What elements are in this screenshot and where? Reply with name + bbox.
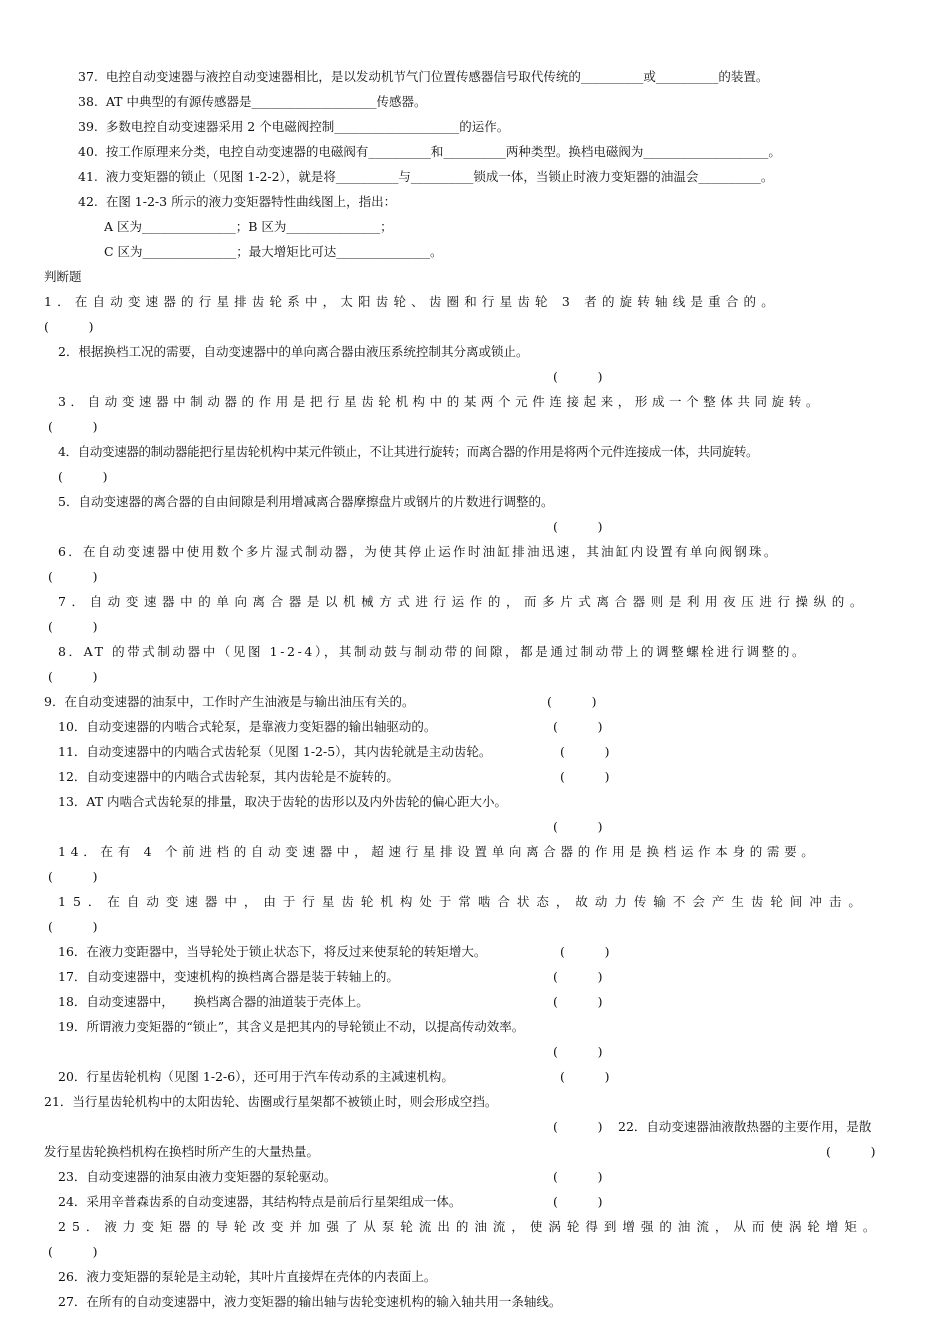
judge-q21: 21．当行星齿轮机构中的太阳齿轮、齿圈或行星架都不被锁止时，则会形成空挡。 [44,1094,498,1109]
judge-q17: 17．自动变速器中，变速机构的换档离合器是装于转轴上的。 [58,969,399,984]
question-37: 37. 电控自动变速器与液控自动变速器相比，是以发动机节气门位置传感器信号取代传统的__________或__________的装置。 [78,69,769,84]
answer-paren[interactable]: ( ) [553,1044,603,1059]
judge-q16: 16．在液力变距器中，当导轮处于锁止状态下，将反过来使泵轮的转矩增大。 [58,944,487,959]
answer-paren[interactable]: ( ) [48,1244,98,1259]
question-42: 42. 在图 1-2-3 所示的液力变矩器特性曲线图上，指出： [78,194,397,209]
judge-q12: 12．自动变速器中的内啮合式齿轮泵，其内齿轮是不旋转的。 [58,769,399,784]
judge-q18: 18．自动变速器中， 换档离合器的油道装于壳体上。 [58,994,369,1009]
answer-paren[interactable]: ( ) [553,1119,603,1134]
answer-paren[interactable]: ( ) [560,769,610,784]
judge-q24: 24．采用辛普森齿系的自动变速器，其结构特点是前后行星架组成一体。 [58,1194,462,1209]
judge-q8: 8．AT 的带式制动器中（见图 1-2-4），其制动鼓与制动带的间隙，都是通过制动带上的调整螺栓进行调整的。 [58,644,808,659]
judge-q14: 14．在有 4 个前进档的自动变速器中，超速行星排设置单向离合器的作用是换档运作本身的需要。 [58,844,819,859]
answer-paren[interactable]: ( ) [48,919,98,934]
answer-paren[interactable]: ( ) [560,744,610,759]
answer-paren[interactable]: ( ) [553,1194,603,1209]
judge-q26: 26．液力变矩器的泵轮是主动轮，其叶片直接焊在壳体的内表面上。 [58,1269,437,1284]
judge-q22-cont: 发行星齿轮换档机构在换档时所产生的大量热量。 [44,1144,320,1159]
question-42-ab: A 区为_______________；B 区为_______________； [104,219,393,234]
question-41: 41. 液力变矩器的锁止（见图 1-2-2），就是将__________与__________锁成一体，当锁止时液力变矩器的油温会__________。 [78,169,774,184]
answer-paren[interactable]: ( ) [48,569,98,584]
answer-paren[interactable]: ( ) [44,319,94,334]
judge-q13: 13．AT 内啮合式齿轮泵的排量，取决于齿轮的齿形以及内外齿轮的偏心距大小。 [58,794,508,809]
answer-paren[interactable]: ( ) [553,519,603,534]
judge-q20: 20．行星齿轮机构（见图 1-2-6），还可用于汽车传动系的主减速机构。 [58,1069,454,1084]
judge-q22: 22．自动变速器油液散热器的主要作用，是散 [618,1119,872,1134]
judge-q15: 15．在自动变速器中，由于行星齿轮机构处于常啮合状态，故动力传输不会产生齿轮间冲击。 [58,894,868,909]
judge-q1: 1．在自动变速器的行星排齿轮系中，太阳齿轮、齿圈和行星齿轮 3 者的旋转轴线是重合的。 [44,294,779,309]
judge-q4: 4．自动变速器的制动器能把行星齿轮机构中某元件锁止，不让其进行旋转；而离合器的作用是将两个元件连接成一体，共同旋转。 [58,444,759,459]
answer-paren[interactable]: ( ) [553,969,603,984]
answer-paren[interactable]: ( ) [553,1169,603,1184]
judge-q9: 9．在自动变速器的油泵中，工作时产生油液是与输出油压有关的。 [44,694,415,709]
judge-q27: 27．在所有的自动变速器中，液力变矩器的输出轴与齿轮变速机构的输入轴共用一条轴线。 [58,1294,562,1309]
judge-q19: 19．所谓液力变矩器的“锁止”，其含义是把其内的导轮锁止不动，以提高传动效率。 [58,1019,525,1034]
question-40: 40. 按工作原理来分类，电控自动变速器的电磁阀有__________和__________两种类型。换档电磁阀为____________________。 [78,144,781,159]
judge-q3: 3．自动变速器中制动器的作用是把行星齿轮机构中的某两个元件连接起来，形成一个整体共同旋转。 [58,394,823,409]
answer-paren[interactable]: ( ) [560,944,610,959]
question-38: 38. AT 中典型的有源传感器是____________________传感器。 [78,94,427,109]
answer-paren[interactable]: ( ) [553,719,603,734]
answer-paren[interactable]: ( ) [553,369,603,384]
judge-q23: 23．自动变速器的油泵由液力变矩器的泵轮驱动。 [58,1169,337,1184]
answer-paren[interactable]: ( ) [48,669,98,684]
judge-q10: 10．自动变速器的内啮合式轮泵，是靠液力变矩器的输出轴驱动的。 [58,719,437,734]
judge-q5: 5．自动变速器的离合器的自由间隙是利用增减离合器摩擦盘片或钢片的片数进行调整的。 [58,494,554,509]
question-42-c: C 区为_______________；最大增矩比可达_______________。 [104,244,443,259]
judge-q11: 11．自动变速器中的内啮合式齿轮泵（见图 1-2-5），其内齿轮就是主动齿轮。 [58,744,492,759]
answer-paren[interactable]: ( ) [58,469,108,484]
answer-paren[interactable]: ( ) [48,419,98,434]
answer-paren[interactable]: ( ) [826,1144,876,1159]
judge-q6: 6．在自动变速器中使用数个多片湿式制动器，为使其停止运作时油缸排油迅速，其油缸内设置有单向阀钢珠。 [58,544,779,559]
judge-q7: 7．自动变速器中的单向离合器是以机械方式进行运作的，而多片式离合器则是利用夜压进行操纵的。 [58,594,868,609]
judge-q25: 25．液力变矩器的导轮改变并加强了从泵轮流出的油流，使涡轮得到增强的油流，从而使涡轮增矩。 [58,1219,882,1234]
judge-q2: 2．根据换档工况的需要，自动变速器中的单向离合器由液压系统控制其分离或锁止。 [58,344,529,359]
answer-paren[interactable]: ( ) [553,819,603,834]
answer-paren[interactable]: ( ) [48,619,98,634]
answer-paren[interactable]: ( ) [547,694,597,709]
question-39: 39. 多数电控自动变速器采用 2 个电磁阀控制____________________的运作。 [78,119,510,134]
answer-paren[interactable]: ( ) [553,994,603,1009]
answer-paren[interactable]: ( ) [560,1069,610,1084]
section-title: 判断题 [44,269,82,284]
answer-paren[interactable]: ( ) [48,869,98,884]
